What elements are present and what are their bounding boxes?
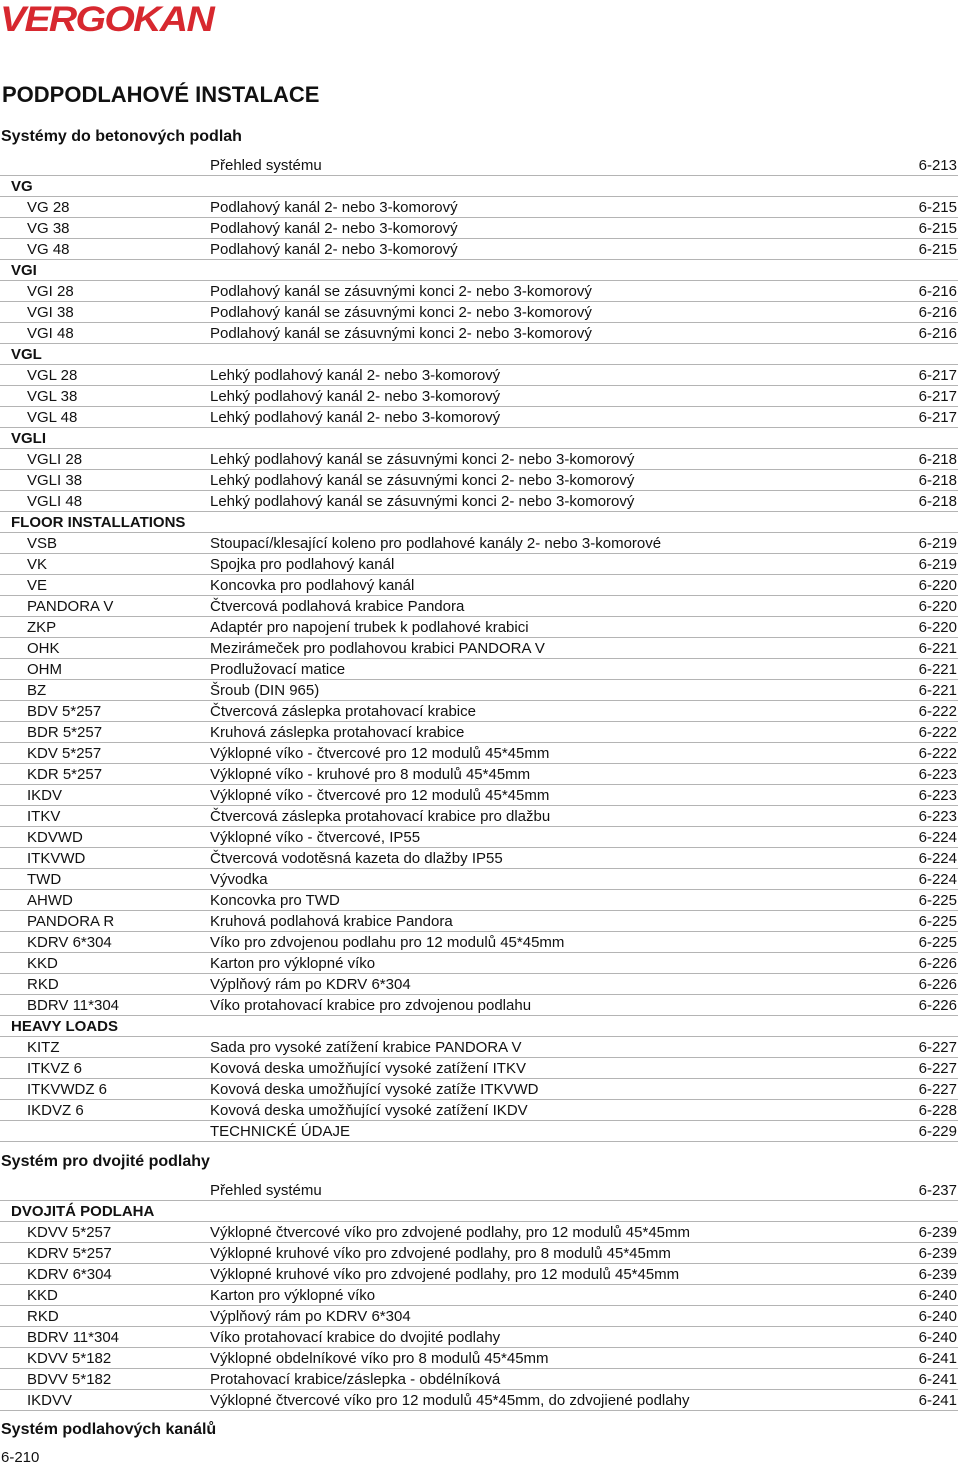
group-heading: HEAVY LOADS <box>11 1018 118 1035</box>
toc-row <box>0 1369 958 1390</box>
toc-page: 6-240 <box>918 1329 957 1346</box>
toc-code: TWD <box>27 871 62 888</box>
group-heading: VG <box>11 178 33 195</box>
toc-desc: Podlahový kanál 2- nebo 3-komorový <box>210 241 458 258</box>
toc-code: KKD <box>27 955 58 972</box>
group-heading-row <box>0 260 958 281</box>
toc-desc: Čtvercová vodotěsná kazeta do dlažby IP55 <box>210 850 503 867</box>
toc-page: 6-213 <box>918 157 957 174</box>
toc-desc: Koncovka pro podlahový kanál <box>210 577 415 594</box>
toc-page: 6-220 <box>918 577 957 594</box>
toc-row <box>0 827 958 848</box>
group-heading: VGI <box>11 262 37 279</box>
toc-desc: Protahovací krabice/záslepka - obdélníková <box>210 1371 501 1388</box>
toc-page: 6-228 <box>918 1102 957 1119</box>
toc-row <box>0 386 958 407</box>
toc-page: 6-221 <box>918 682 957 699</box>
toc-row <box>0 1121 958 1142</box>
toc-code: BZ <box>27 682 47 699</box>
toc-desc: TECHNICKÉ ÚDAJE <box>210 1123 351 1140</box>
toc-page: 6-223 <box>918 808 957 825</box>
toc-page: 6-223 <box>918 787 957 804</box>
toc-desc: Adaptér pro napojení trubek k podlahové krabici <box>210 619 529 636</box>
toc-desc: Kruhová podlahová krabice Pandora <box>210 913 453 930</box>
toc-code: VGI 38 <box>27 304 74 321</box>
section-title-double-floors: Systém pro dvojité podlahy <box>1 1153 210 1170</box>
toc-desc: Čtvercová záslepka protahovací krabice <box>210 703 476 720</box>
toc-code: VG 28 <box>27 199 70 216</box>
toc-code: ITKVWDZ 6 <box>27 1081 108 1098</box>
toc-row <box>0 848 958 869</box>
toc-code: IKDVZ 6 <box>27 1102 84 1119</box>
toc-table-concrete-floors <box>0 155 958 1142</box>
toc-page: 6-224 <box>918 829 957 846</box>
toc-page: 6-229 <box>918 1123 957 1140</box>
toc-row <box>0 302 958 323</box>
toc-page: 6-241 <box>918 1392 957 1409</box>
toc-desc: Prodlužovací matice <box>210 661 346 678</box>
toc-row <box>0 1264 958 1285</box>
toc-row <box>0 869 958 890</box>
toc-desc: Výklopné víko - čtvercové pro 12 modulů 45*45mm <box>210 745 550 762</box>
toc-code: BDRV 11*304 <box>27 997 120 1014</box>
toc-page: 6-215 <box>918 199 957 216</box>
toc-desc: Výklopné kruhové víko pro zdvojené podlahy, pro 8 modulů 45*45mm <box>210 1245 671 1262</box>
toc-row <box>0 1079 958 1100</box>
toc-desc: Podlahový kanál 2- nebo 3-komorový <box>210 199 458 216</box>
toc-row <box>0 533 958 554</box>
toc-page: 6-237 <box>918 1182 957 1199</box>
toc-row <box>0 197 958 218</box>
toc-row <box>0 638 958 659</box>
toc-code: VSB <box>27 535 58 552</box>
toc-code: BDRV 11*304 <box>27 1329 120 1346</box>
toc-page: 6-239 <box>918 1224 957 1241</box>
toc-code: VGLI 48 <box>27 493 83 510</box>
toc-row <box>0 1306 958 1327</box>
toc-page: 6-218 <box>918 472 957 489</box>
toc-desc: Sada pro vysoké zatížení krabice PANDORA V <box>210 1039 522 1056</box>
toc-row <box>0 239 958 260</box>
toc-row <box>0 1058 958 1079</box>
toc-row <box>0 1243 958 1264</box>
toc-row <box>0 995 958 1016</box>
toc-desc: Kruhová záslepka protahovací krabice <box>210 724 465 741</box>
toc-code: KDRV 6*304 <box>27 1266 112 1283</box>
toc-desc: Mezirámeček pro podlahovou krabici PANDORA V <box>210 640 545 657</box>
toc-desc: Kovová deska umožňující vysoké zatížení ITKV <box>210 1060 526 1077</box>
toc-desc: Kovová deska umožňující vysoké zatížení IKDV <box>210 1102 528 1119</box>
toc-code: VGI 48 <box>27 325 74 342</box>
toc-table-double-floors <box>0 1180 958 1411</box>
toc-desc: Víko protahovací krabice do dvojité podlahy <box>210 1329 501 1346</box>
toc-page: 6-217 <box>918 388 957 405</box>
group-heading-row <box>0 1016 958 1037</box>
toc-code: KDRV 5*257 <box>27 1245 112 1262</box>
toc-row <box>0 596 958 617</box>
toc-code: ITKVWD <box>27 850 86 867</box>
toc-desc: Lehký podlahový kanál 2- nebo 3-komorový <box>210 367 501 384</box>
toc-code: VE <box>27 577 48 594</box>
toc-code: VGL 48 <box>27 409 78 426</box>
toc-code: KDV 5*257 <box>27 745 102 762</box>
toc-code: RKD <box>27 1308 59 1325</box>
toc-page: 6-227 <box>918 1060 957 1077</box>
toc-code: RKD <box>27 976 59 993</box>
toc-desc: Podlahový kanál se zásuvnými konci 2- nebo 3-komorový <box>210 325 592 342</box>
toc-row <box>0 911 958 932</box>
toc-page: 6-221 <box>918 640 957 657</box>
toc-code: VGL 38 <box>27 388 78 405</box>
toc-page: 6-215 <box>918 220 957 237</box>
toc-row <box>0 1037 958 1058</box>
toc-desc: Víko protahovací krabice pro zdvojenou podlahu <box>210 997 532 1014</box>
toc-page: 6-217 <box>918 367 957 384</box>
toc-row <box>0 323 958 344</box>
toc-page: 6-225 <box>918 934 957 951</box>
toc-desc: Výplňový rám po KDRV 6*304 <box>210 976 411 993</box>
toc-code: KDVV 5*182 <box>27 1350 112 1367</box>
toc-page: 6-219 <box>918 535 957 552</box>
group-heading-row <box>0 428 958 449</box>
toc-page: 6-222 <box>918 745 957 762</box>
toc-desc: Lehký podlahový kanál 2- nebo 3-komorový <box>210 388 501 405</box>
group-heading-row <box>0 512 958 533</box>
toc-row <box>0 680 958 701</box>
section-title-concrete-floors: Systémy do betonových podlah <box>1 128 242 145</box>
toc-code: VGLI 38 <box>27 472 83 489</box>
toc-desc: Výklopné kruhové víko pro zdvojené podlahy, pro 12 modulů 45*45mm <box>210 1266 680 1283</box>
toc-row <box>0 1327 958 1348</box>
toc-row <box>0 1222 958 1243</box>
toc-desc: Výklopné čtvercové víko pro zdvojené podlahy, pro 12 modulů 45*45mm <box>210 1224 690 1241</box>
group-heading: FLOOR INSTALLATIONS <box>11 514 186 531</box>
toc-code: IKDVV <box>27 1392 73 1409</box>
group-heading-row <box>0 176 958 197</box>
toc-desc: Lehký podlahový kanál se zásuvnými konci 2- nebo 3-komorový <box>210 472 635 489</box>
toc-code: VGLI 28 <box>27 451 83 468</box>
toc-row <box>0 953 958 974</box>
toc-row <box>0 491 958 512</box>
toc-page: 6-222 <box>918 724 957 741</box>
toc-code: VGL 28 <box>27 367 78 384</box>
toc-code: ZKP <box>27 619 57 636</box>
toc-page: 6-217 <box>918 409 957 426</box>
group-heading: VGL <box>11 346 42 363</box>
toc-code: KDVWD <box>27 829 83 846</box>
toc-code: AHWD <box>27 892 73 909</box>
toc-row <box>0 743 958 764</box>
toc-row <box>0 449 958 470</box>
toc-desc: Výklopné víko - kruhové pro 8 modulů 45*45mm <box>210 766 531 783</box>
toc-row <box>0 1285 958 1306</box>
toc-desc: Přehled systému <box>210 1182 322 1199</box>
toc-code: OHM <box>27 661 62 678</box>
toc-row <box>0 218 958 239</box>
group-heading: DVOJITÁ PODLAHA <box>11 1203 155 1220</box>
toc-desc: Kovová deska umožňující vysoké zatíže ITKVWD <box>210 1081 539 1098</box>
toc-page: 6-225 <box>918 892 957 909</box>
toc-desc: Výklopné čtvercové víko pro 12 modulů 45*45mm, do zdvojiené podlahy <box>210 1392 690 1409</box>
toc-code: KDR 5*257 <box>27 766 103 783</box>
toc-page: 6-240 <box>918 1308 957 1325</box>
toc-row <box>0 806 958 827</box>
section-title-floor-ducts: Systém podlahových kanálů <box>1 1421 217 1438</box>
toc-desc: Karton pro výklopné víko <box>210 955 376 972</box>
toc-desc: Stoupací/klesající koleno pro podlahové kanály 2- nebo 3-komorové <box>210 535 662 552</box>
toc-page: 6-218 <box>918 451 957 468</box>
toc-page: 6-215 <box>918 241 957 258</box>
toc-code: KITZ <box>27 1039 60 1056</box>
toc-page: 6-224 <box>918 850 957 867</box>
toc-page: 6-225 <box>918 913 957 930</box>
toc-code: KDRV 6*304 <box>27 934 112 951</box>
toc-code: OHK <box>27 640 60 657</box>
toc-row <box>0 407 958 428</box>
group-heading-row <box>0 344 958 365</box>
toc-desc: Výklopné víko - čtvercové, IP55 <box>210 829 421 846</box>
toc-page: 6-240 <box>918 1287 957 1304</box>
toc-page: 6-226 <box>918 997 957 1014</box>
toc-page: 6-241 <box>918 1350 957 1367</box>
toc-page: 6-221 <box>918 661 957 678</box>
toc-row <box>0 701 958 722</box>
toc-row <box>0 1100 958 1121</box>
toc-code: BDVV 5*182 <box>27 1371 112 1388</box>
toc-page: 6-222 <box>918 703 957 720</box>
toc-row <box>0 974 958 995</box>
page-title: PODPODLAHOVÉ INSTALACE <box>2 82 320 107</box>
toc-desc: Přehled systému <box>210 157 322 174</box>
toc-desc: Šroub (DIN 965) <box>210 682 320 699</box>
toc-page: 6-218 <box>918 493 957 510</box>
toc-code: VG 48 <box>27 241 70 258</box>
toc-code: IKDV <box>27 787 63 804</box>
toc-row <box>0 617 958 638</box>
toc-desc: Lehký podlahový kanál 2- nebo 3-komorový <box>210 409 501 426</box>
toc-desc: Podlahový kanál 2- nebo 3-komorový <box>210 220 458 237</box>
toc-row <box>0 1180 958 1201</box>
toc-desc: Výplňový rám po KDRV 6*304 <box>210 1308 411 1325</box>
toc-page: 6-216 <box>918 304 957 321</box>
toc-code: BDV 5*257 <box>27 703 102 720</box>
toc-page: 6-239 <box>918 1266 957 1283</box>
toc-desc: Podlahový kanál se zásuvnými konci 2- nebo 3-komorový <box>210 283 592 300</box>
toc-row <box>0 890 958 911</box>
toc-page: 6-220 <box>918 598 957 615</box>
toc-row <box>0 764 958 785</box>
toc-desc: Lehký podlahový kanál se zásuvnými konci 2- nebo 3-komorový <box>210 451 635 468</box>
toc-page: 6-226 <box>918 955 957 972</box>
toc-row <box>0 659 958 680</box>
toc-desc: Čtvercová záslepka protahovací krabice pro dlažbu <box>210 808 551 825</box>
toc-row <box>0 1390 958 1411</box>
toc-page: 6-224 <box>918 871 957 888</box>
toc-page: 6-219 <box>918 556 957 573</box>
toc-code: BDR 5*257 <box>27 724 103 741</box>
toc-row <box>0 575 958 596</box>
toc-row <box>0 155 958 176</box>
toc-desc: Vývodka <box>210 871 268 888</box>
toc-page: 6-227 <box>918 1039 957 1056</box>
toc-row <box>0 722 958 743</box>
toc-desc: Výklopné víko - čtvercové pro 12 modulů 45*45mm <box>210 787 550 804</box>
toc-code: ITKVZ 6 <box>27 1060 83 1077</box>
toc-row <box>0 1348 958 1369</box>
toc-row <box>0 281 958 302</box>
toc-page: 6-216 <box>918 325 957 342</box>
toc-desc: Čtvercová podlahová krabice Pandora <box>210 598 465 615</box>
toc-code: PANDORA R <box>27 913 115 930</box>
toc-code: VK <box>27 556 48 573</box>
toc-page: 6-223 <box>918 766 957 783</box>
toc-desc: Víko pro zdvojenou podlahu pro 12 modulů 45*45mm <box>210 934 565 951</box>
toc-desc: Lehký podlahový kanál se zásuvnými konci 2- nebo 3-komorový <box>210 493 635 510</box>
toc-desc: Výklopné obdelníkové víko pro 8 modulů 45*45mm <box>210 1350 549 1367</box>
group-heading-row <box>0 1201 958 1222</box>
toc-code: KKD <box>27 1287 58 1304</box>
toc-row <box>0 365 958 386</box>
toc-code: VG 38 <box>27 220 70 237</box>
toc-page: 6-241 <box>918 1371 957 1388</box>
toc-page: 6-239 <box>918 1245 957 1262</box>
toc-page: 6-226 <box>918 976 957 993</box>
toc-code: KDVV 5*257 <box>27 1224 112 1241</box>
toc-code: PANDORA V <box>27 598 114 615</box>
toc-desc: Koncovka pro TWD <box>210 892 340 909</box>
toc-row <box>0 785 958 806</box>
toc-desc: Podlahový kanál se zásuvnými konci 2- nebo 3-komorový <box>210 304 592 321</box>
toc-row <box>0 470 958 491</box>
toc-page: 6-220 <box>918 619 957 636</box>
toc-code: VGI 28 <box>27 283 74 300</box>
group-heading: VGLI <box>11 430 47 447</box>
toc-desc: Spojka pro podlahový kanál <box>210 556 395 573</box>
toc-desc: Karton pro výklopné víko <box>210 1287 376 1304</box>
toc-page: 6-227 <box>918 1081 957 1098</box>
toc-code: ITKV <box>27 808 61 825</box>
toc-row <box>0 932 958 953</box>
toc-page: 6-216 <box>918 283 957 300</box>
toc-row <box>0 554 958 575</box>
vergokan-logo: VERGOKAN <box>0 0 214 39</box>
page-number: 6-210 <box>1 1449 40 1466</box>
